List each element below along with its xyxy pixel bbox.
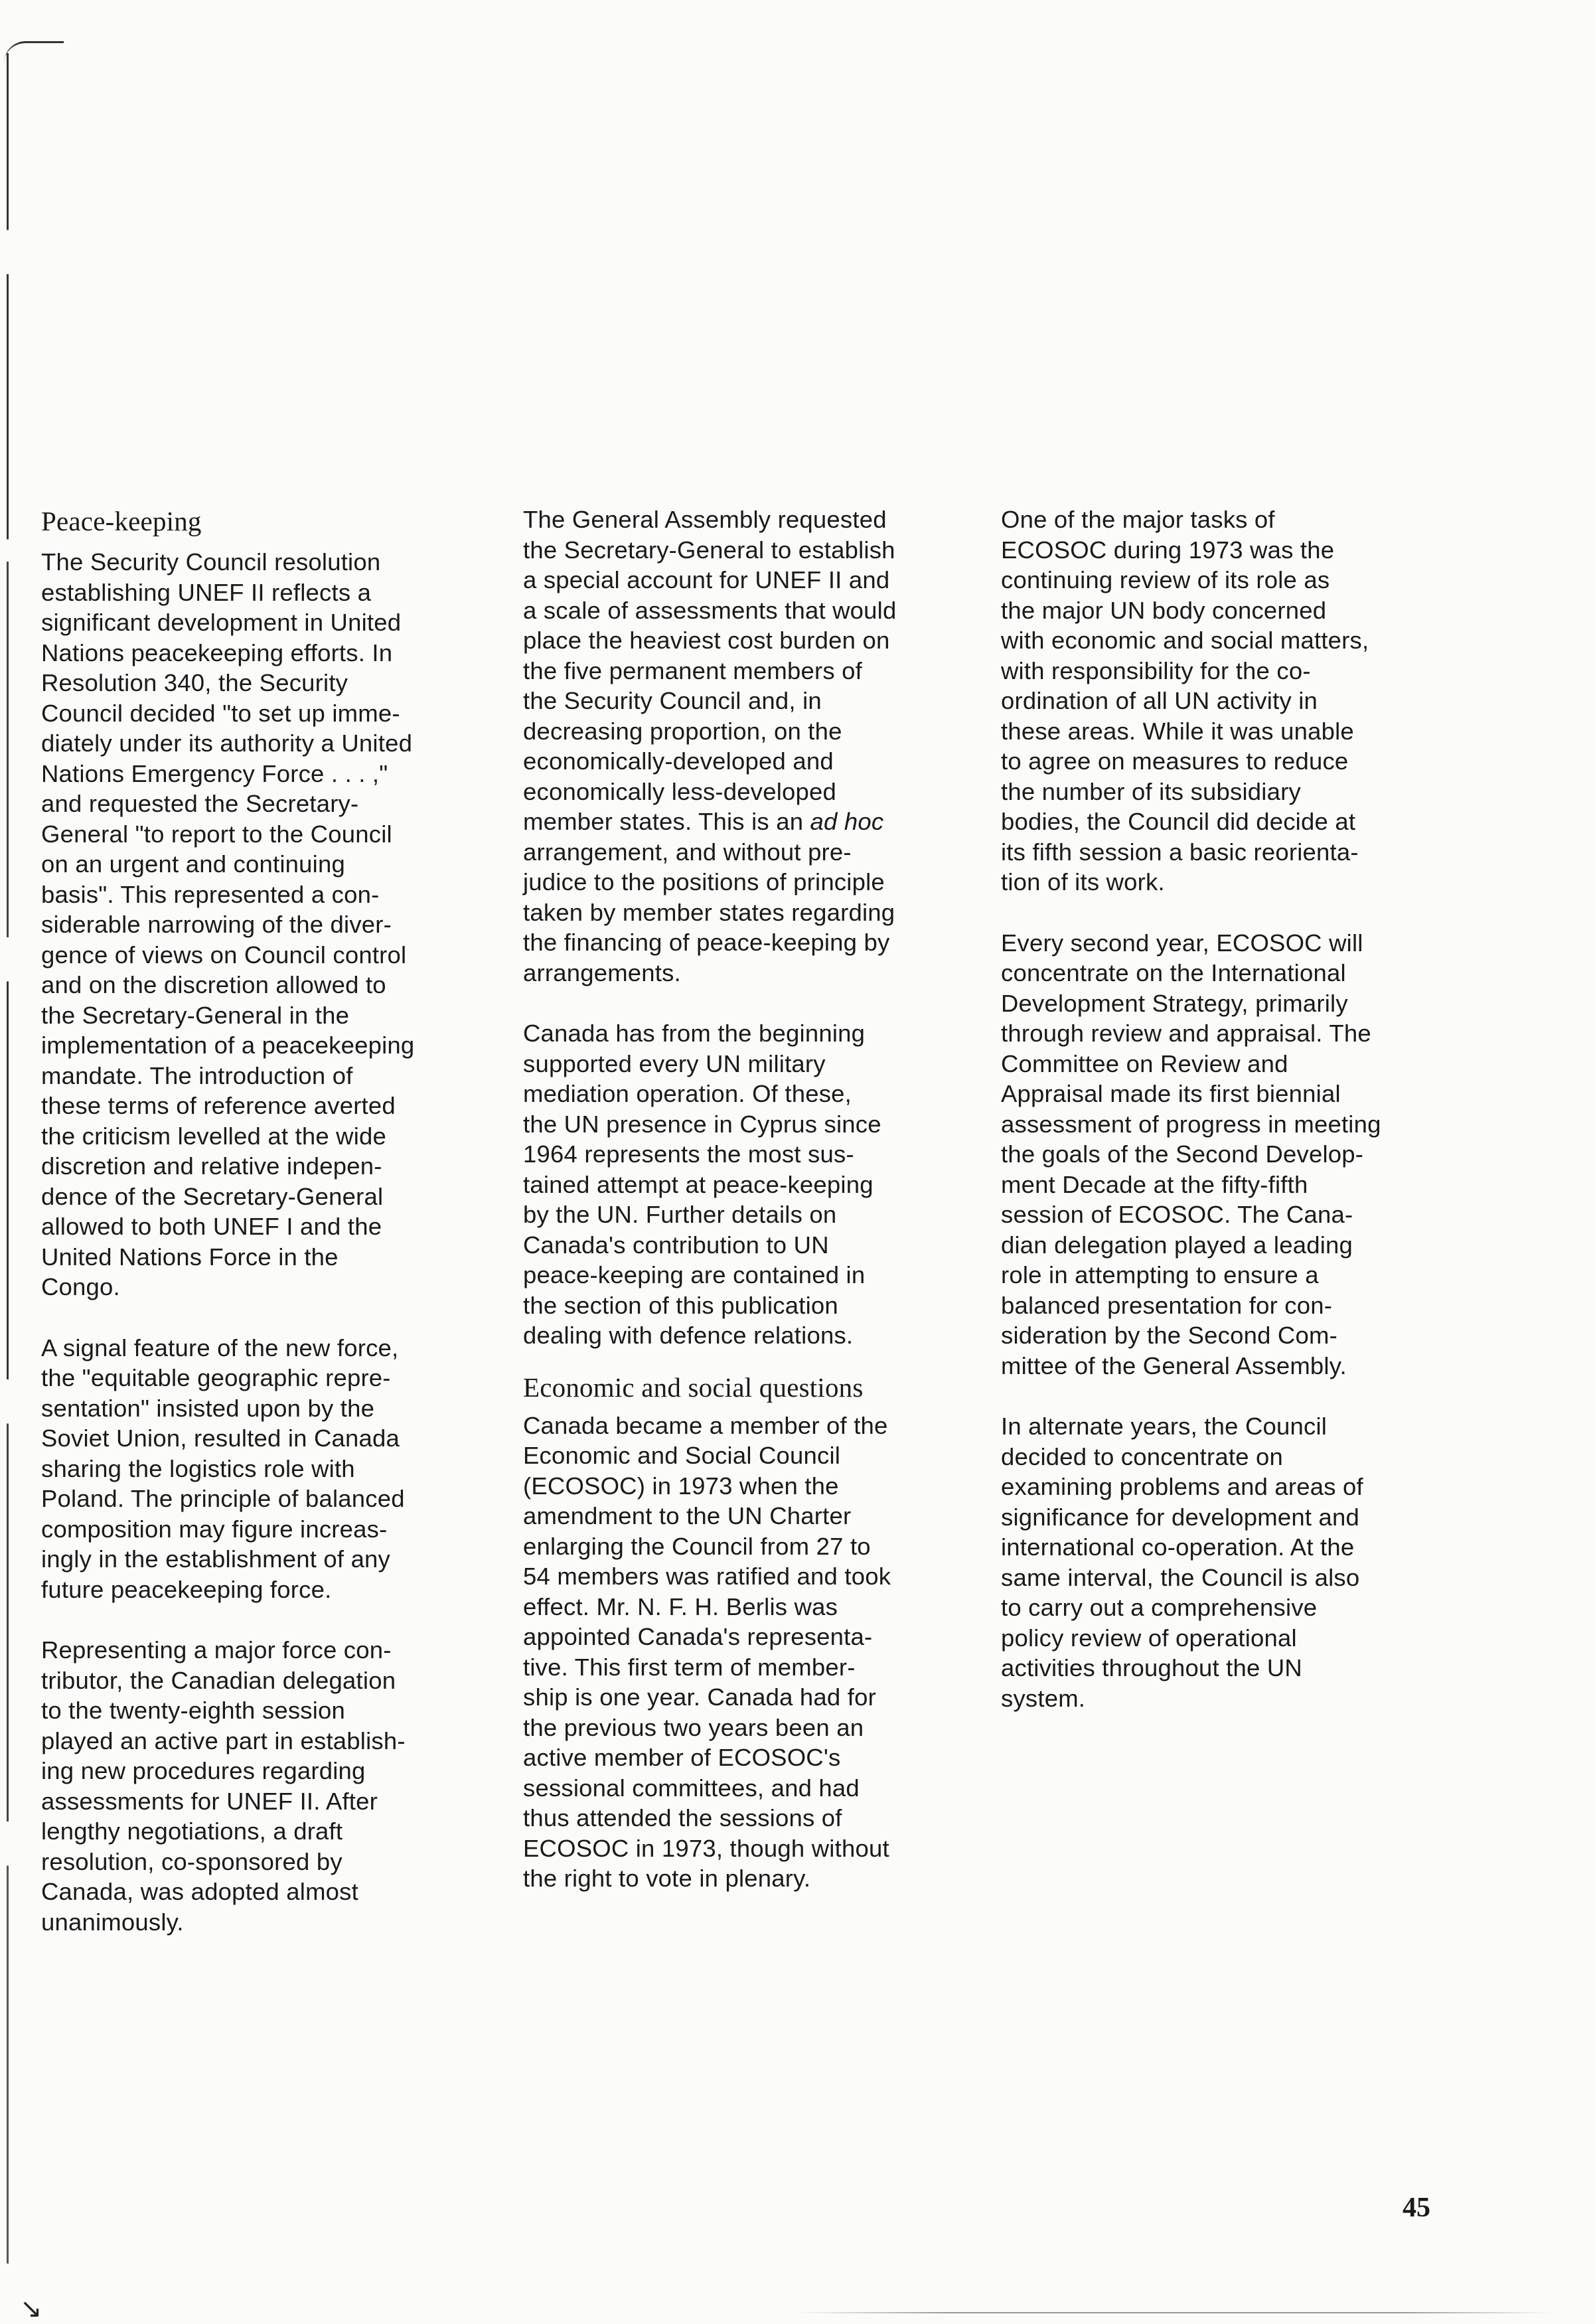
paragraph: Canada became a member of the Economic and Social Council (ECOSOC) in 1973 when the amendment to the UN Charter enlarging the Council from 27 to 54 members was ratified and took effect. Mr. N. F. H. Berlis was appointed Canada's representa- tive. This first term of member- ship is one year. Canada had for the previous two years been an active member of ECOSOC's sessional committees, and had thus attended the sessions of ECOSOC in 1973, though without the right to vote in plenary. (523, 1411, 891, 1892)
paragraph: Representing a major force con- tributor, the Canadian delegation to the twenty-eighth session played an active part in establish- ing new procedures regarding assessments for UNEF II. After lengthy negotiations, a draft resolution, co-sponsored by Canada, was adopted almost unanimously. (41, 1636, 406, 1936)
paragraph: Canada has from the beginning supported every UN military mediation operation. Of these, the UN presence in Cyprus since 1964 represents the most sus- tained attempt at peace-keeping by the UN. Further details on Canada's contribution to UN peace-keeping are contained in the section of this publication dealing with defence relations. (523, 1020, 881, 1349)
page-number: 45 (1403, 2193, 1430, 2223)
binding-edge (0, 0, 40, 2320)
scan-arrow-icon: ↘ (20, 2294, 42, 2323)
paragraph: A signal feature of the new force, the "equitable geographic repre- sentation" insisted upon by the Soviet Union, resulted in Canada sharing the logistics role with Poland. The principle of balanced composition may figure increas- ingly in the establishment of any future peacekeeping force. (41, 1334, 405, 1603)
italic-ad-hoc: ad hoc (810, 808, 884, 835)
column-2 (523, 504, 954, 1924)
paragraph: Every second year, ECOSOC will concentrate on the International Development Strategy, primarily through review and appraisal. The Committee on Review and Appraisal made its first biennial assessment of progress in meeting the goals of the Second Develop- ment Decade at the fifty-fifth session of ECOSOC. The Cana- dian delegation played a leading role in attempting to ensure a balanced presentation for con- sideration by the Second Com- mittee of the General Assembly. (1001, 929, 1381, 1379)
paragraph: In alternate years, the Council decided to concentrate on examining problems and areas of significance for development and international co-operation. At the same interval, the Council is also to carry out a comprehensive policy review of operational activities throughout the UN system. (1001, 1413, 1363, 1712)
binding-line (7, 53, 9, 2264)
column-3 (1001, 504, 1432, 1744)
corner-scan-mark (4, 41, 64, 63)
paragraph: The General Assembly requested the Secretary-General to establish a special account for UNEF II and a scale of assessments that would place the heaviest cost burden on the five permanent members of the Security Council and, in decreasing proportion, on the economically-developed and economically less-developed member states. This is an ad hoc arrangement, and without pre- judice to the positions of principle taken by member states regarding the financing of peace-keeping by arrangements. (523, 506, 897, 986)
section-heading-peace-keeping: Peace-keeping (41, 506, 202, 536)
bottom-edge-rule (797, 2312, 1553, 2313)
paragraph: The Security Council resolution establishing UNEF II reflects a significant development in United Nations peacekeeping efforts. In Resolution 340, the Security Council decided "to set up imme- diately under its authority a United Nations Emergency Force . . . ," and requested the Secretary- General "to report to the Council on an urgent and continuing basis". This represented a con- siderable narrowing of the diver- gence of views on Council control and on the discretion allowed to the Secretary-General in the implementation of a peacekeeping mandate. The introduction of these terms of reference averted the criticism levelled at the wide discretion and relative indepen- dence of the Secretary-General allowed to both UNEF I and the United Nations Force in the Congo. (41, 548, 415, 1300)
section-heading-economic-social: Economic and social questions (523, 1371, 864, 1403)
paragraph: One of the major tasks of ECOSOC during 1973 was the continuing review of its role as the major UN body concerned with economic and social matters, with responsibility for the co- ordination of all UN activity in these areas. While it was unable to agree on measures to reduce the number of its subsidiary bodies, the Council did decide at its fifth session a basic reorienta- tion of its work. (1001, 506, 1369, 895)
column-1 (41, 504, 473, 1968)
